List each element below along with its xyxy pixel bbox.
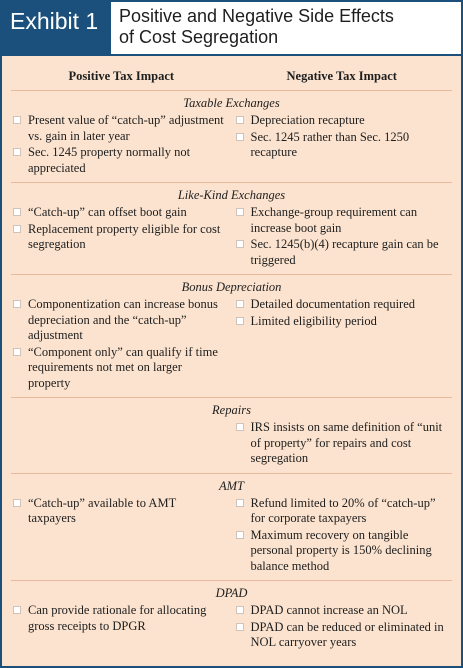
section-row [11,205,452,269]
list-item-text: Detailed documentation required [250,297,416,311]
list-item [234,620,453,651]
section [11,398,452,474]
negative-column [232,113,453,177]
section-title: Repairs [212,403,251,417]
list-item-text: Sec. 1245(b)(4) recapture gain can be triggered [250,237,439,267]
positive-list [11,297,226,391]
list-item [11,113,226,144]
section [11,183,452,275]
list-item-text: DPAD can be reduced or eliminated in NOL carryover years [250,619,444,649]
positive-list [11,205,226,253]
negative-column [232,496,453,576]
bullet-square-icon [13,300,21,308]
list-item-text: Exchange-group requirement can increase boot gain [250,205,418,235]
positive-column [11,603,232,652]
section [11,474,452,582]
section-row [11,113,452,177]
exhibit-title-line2: of Cost Segregation [119,27,279,47]
negative-list [234,113,453,161]
list-item [234,496,453,527]
bullet-square-icon [236,240,244,248]
bullet-square-icon [236,531,244,539]
list-item [234,603,453,619]
exhibit-label: Exhibit 1 [2,2,111,54]
section-title: DPAD [215,586,248,600]
list-item [11,496,226,527]
list-item-text: Replacement property eligible for cost segregation [28,221,221,251]
bullet-square-icon [13,148,21,156]
bullet-square-icon [236,499,244,507]
section-title: Bonus Depreciation [181,280,282,294]
positive-column [11,297,232,392]
list-item [11,222,226,253]
list-item [11,345,226,392]
list-item [234,297,453,313]
positive-column [11,205,232,269]
list-item-text: Can provide rationale for allocating gross receipts to DPGR [28,603,207,633]
bullet-square-icon [13,208,21,216]
list-item-text: Maximum recovery on tangible personal property is 150% declining balance method [250,527,432,573]
list-item [11,145,226,176]
exhibit-table [2,56,461,657]
positive-list [11,603,226,634]
list-item-text: “Component only” can qualify if time requirements not met on larger property [28,344,218,390]
negative-column-header: Negative Tax Impact [286,68,397,83]
list-item-text: “Catch-up” can offset boot gain [28,205,187,219]
section-row [11,297,452,392]
section-title: Taxable Exchanges [183,96,280,110]
positive-column [11,420,232,468]
section [11,581,452,657]
negative-column [232,420,453,468]
negative-column [232,603,453,652]
column-headers [11,62,452,91]
bullet-square-icon [236,606,244,614]
list-item [234,237,453,268]
exhibit-title-line1: Positive and Negative Side Effects [119,6,394,26]
list-item-text: IRS insists on same definition of “unit of property” for repairs and cost segregation [250,420,443,465]
section [11,275,452,398]
positive-column [11,496,232,576]
list-item-text: Sec. 1245 rather than Sec. 1250 recapture [250,129,410,159]
list-item-text: Limited eligibility period [250,313,377,328]
sections-container [11,91,452,657]
bullet-square-icon [13,499,21,507]
exhibit-header [2,2,461,56]
section-row [11,603,452,652]
list-item [234,420,453,467]
list-item-text: Depreciation recapture [250,113,365,127]
section-row [11,420,452,468]
bullet-square-icon [236,317,244,325]
list-item-text: DPAD cannot increase an NOL [250,603,408,617]
bullet-square-icon [13,348,21,356]
negative-list [234,420,453,467]
list-item [11,297,226,344]
bullet-square-icon [13,116,21,124]
negative-list [234,297,453,329]
list-item [234,130,453,161]
bullet-square-icon [236,133,244,141]
negative-list [234,205,453,268]
list-item [11,603,226,634]
bullet-square-icon [236,623,244,631]
negative-column [232,297,453,392]
bullet-square-icon [13,225,21,233]
list-item-text: Refund limited to 20% of “catch-up” for corporate taxpayers [250,495,436,525]
bullet-square-icon [236,116,244,124]
list-item [234,314,453,330]
section [11,91,452,183]
list-item [234,113,453,129]
positive-column [11,113,232,177]
list-item-text: Sec. 1245 property normally not appreciated [28,145,191,175]
section-row [11,496,452,576]
list-item-text: Present value of “catch-up” adjustment vs. gain in later year [28,113,224,143]
negative-list [234,603,453,651]
positive-column-header: Positive Tax Impact [68,68,175,83]
positive-list [11,113,226,176]
bullet-square-icon [236,208,244,216]
list-item-text: “Catch-up” available to AMT taxpayers [28,495,176,525]
bullet-square-icon [236,300,244,308]
positive-list [11,496,226,527]
negative-list [234,496,453,575]
bullet-square-icon [236,423,244,431]
exhibit-title [111,2,461,54]
bullet-square-icon [13,606,21,614]
list-item [11,205,226,221]
list-item [234,528,453,575]
list-item-text: Componentization can increase bonus depreciation and the “catch-up” adjustment [28,297,218,342]
section-title: AMT [219,478,244,493]
section-title: Like-Kind Exchanges [177,188,286,202]
list-item [234,205,453,236]
negative-column [232,205,453,269]
